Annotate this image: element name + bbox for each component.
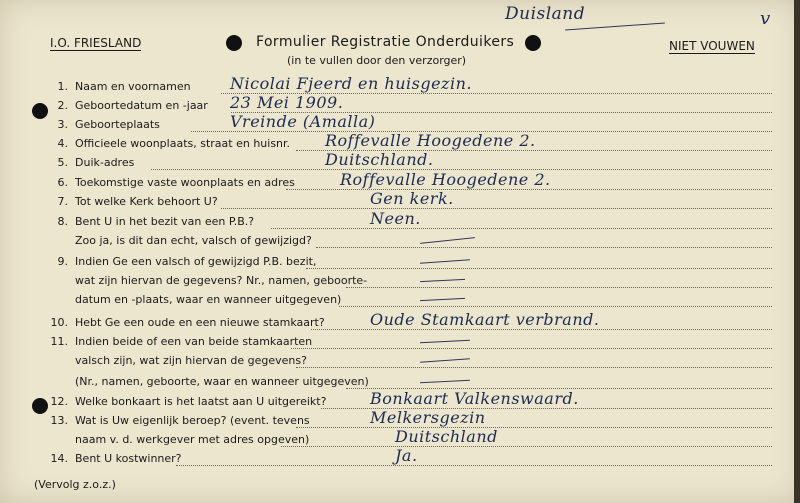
question-label: Indien beide of een van beide stamkaarten bbox=[75, 335, 313, 348]
question-number: 10. bbox=[50, 316, 68, 329]
form-subtitle: (in te vullen door den verzorger) bbox=[287, 54, 467, 67]
question-row bbox=[0, 333, 800, 351]
handwritten-answer: Nicolai Fjeerd en huisgezin. bbox=[230, 74, 472, 93]
question-row bbox=[0, 209, 800, 231]
answer-line bbox=[281, 446, 772, 447]
question-number: 8. bbox=[57, 215, 68, 228]
question-label: naam v. d. werkgever met adres opgeven) bbox=[75, 433, 310, 446]
dash-mark bbox=[420, 340, 470, 344]
question-number: 6. bbox=[57, 176, 68, 189]
do-not-fold-label: NIET VOUWEN bbox=[669, 39, 755, 53]
question-number: 9. bbox=[57, 255, 68, 268]
handwritten-answer: Duitschland. bbox=[325, 150, 434, 169]
question-label: valsch zijn, wat zijn hiervan de gegevens? bbox=[75, 354, 307, 367]
question-row bbox=[0, 352, 800, 370]
question-number: 3. bbox=[57, 118, 68, 131]
answer-line bbox=[296, 367, 772, 368]
question-label: Duik-adres bbox=[75, 156, 135, 169]
dash-mark bbox=[420, 259, 470, 263]
handwritten-answer: Bonkaart Valkenswaard. bbox=[370, 389, 579, 408]
question-label: Toekomstige vaste woonplaats en adres bbox=[75, 176, 295, 189]
question-label: datum en -plaats, waar en wanneer uitgegeven) bbox=[75, 293, 342, 306]
handwritten-answer: Neen. bbox=[370, 209, 421, 228]
question-label: Wat is Uw eigenlijk beroep? (event. tevens bbox=[75, 414, 310, 427]
question-label: Tot welke Kerk behoort U? bbox=[75, 195, 218, 208]
check-mark: v bbox=[760, 8, 771, 29]
answer-line bbox=[271, 228, 772, 229]
question-row bbox=[0, 272, 800, 290]
answer-line bbox=[346, 287, 772, 288]
punch-hole-top-right bbox=[525, 35, 541, 51]
answer-line bbox=[296, 427, 772, 428]
question-label: Geboortedatum en -jaar bbox=[75, 99, 208, 112]
answer-line bbox=[286, 189, 772, 190]
answer-line bbox=[339, 306, 772, 307]
handwritten-answer: 23 Mei 1909. bbox=[230, 93, 344, 112]
answer-line bbox=[316, 247, 772, 248]
dash-mark bbox=[420, 279, 465, 282]
question-label: Indien Ge een valsch of gewijzigd P.B. bezit, bbox=[75, 255, 317, 268]
dash-mark bbox=[420, 298, 465, 301]
handwritten-answer: Ja. bbox=[395, 446, 418, 465]
corner-handwritten-note: Duisland bbox=[505, 4, 586, 24]
dash-mark bbox=[420, 358, 470, 362]
continued-overleaf-note: (Vervolg z.o.z.) bbox=[34, 478, 116, 491]
question-row bbox=[0, 310, 800, 332]
question-number: 5. bbox=[57, 156, 68, 169]
handwritten-answer: Oude Stamkaart verbrand. bbox=[370, 310, 600, 329]
question-number: 13. bbox=[50, 414, 68, 427]
question-number: 1. bbox=[57, 80, 68, 93]
answer-line bbox=[221, 208, 772, 209]
dash-mark bbox=[420, 237, 475, 244]
question-row bbox=[0, 446, 800, 468]
handwritten-answer: Roffevalle Hoogedene 2. bbox=[325, 131, 536, 150]
question-row bbox=[0, 291, 800, 309]
form-title: Formulier Registratie Onderduikers bbox=[256, 34, 515, 50]
question-label: Hebt Ge een oude en een nieuwe stamkaart? bbox=[75, 316, 325, 329]
answer-line bbox=[291, 348, 772, 349]
question-label: (Nr., namen, geboorte, waar en wanneer uitgegeven) bbox=[75, 375, 369, 388]
handwritten-answer: Roffevalle Hoogedene 2. bbox=[340, 170, 551, 189]
question-label: Geboorteplaats bbox=[75, 118, 160, 131]
question-row bbox=[0, 232, 800, 250]
question-number: 2. bbox=[57, 99, 68, 112]
question-label: Bent U in het bezit van een P.B.? bbox=[75, 215, 255, 228]
question-number: 14. bbox=[50, 452, 68, 465]
question-label: Zoo ja, is dit dan echt, valsch of gewijzigd? bbox=[75, 234, 312, 247]
handwritten-answer: Vreinde (Amalla) bbox=[230, 112, 376, 131]
question-number: 12. bbox=[50, 395, 68, 408]
question-number: 11. bbox=[50, 335, 68, 348]
answer-line bbox=[311, 329, 772, 330]
question-number: 4. bbox=[57, 137, 68, 150]
question-label: Welke bonkaart is het laatst aan U uitgereikt? bbox=[75, 395, 327, 408]
dash-mark bbox=[420, 380, 470, 384]
handwritten-answer: Gen kerk. bbox=[370, 189, 454, 208]
handwritten-answer: Duitschland bbox=[395, 427, 498, 446]
question-label: wat zijn hiervan de gegevens? Nr., namen, geboorte- bbox=[75, 274, 368, 287]
question-label: Naam en voornamen bbox=[75, 80, 191, 93]
question-label: Bent U kostwinner? bbox=[75, 452, 182, 465]
question-row bbox=[0, 93, 800, 115]
question-row bbox=[0, 74, 800, 96]
answer-line bbox=[176, 465, 772, 466]
org-label: I.O. FRIESLAND bbox=[50, 36, 142, 50]
question-label: Officieele woonplaats, straat en huisnr. bbox=[75, 137, 291, 150]
handwritten-answer: Melkersgezin bbox=[370, 408, 486, 427]
punch-hole-top-left bbox=[226, 35, 242, 51]
question-row bbox=[0, 253, 800, 271]
answer-line bbox=[306, 268, 772, 269]
question-number: 7. bbox=[57, 195, 68, 208]
